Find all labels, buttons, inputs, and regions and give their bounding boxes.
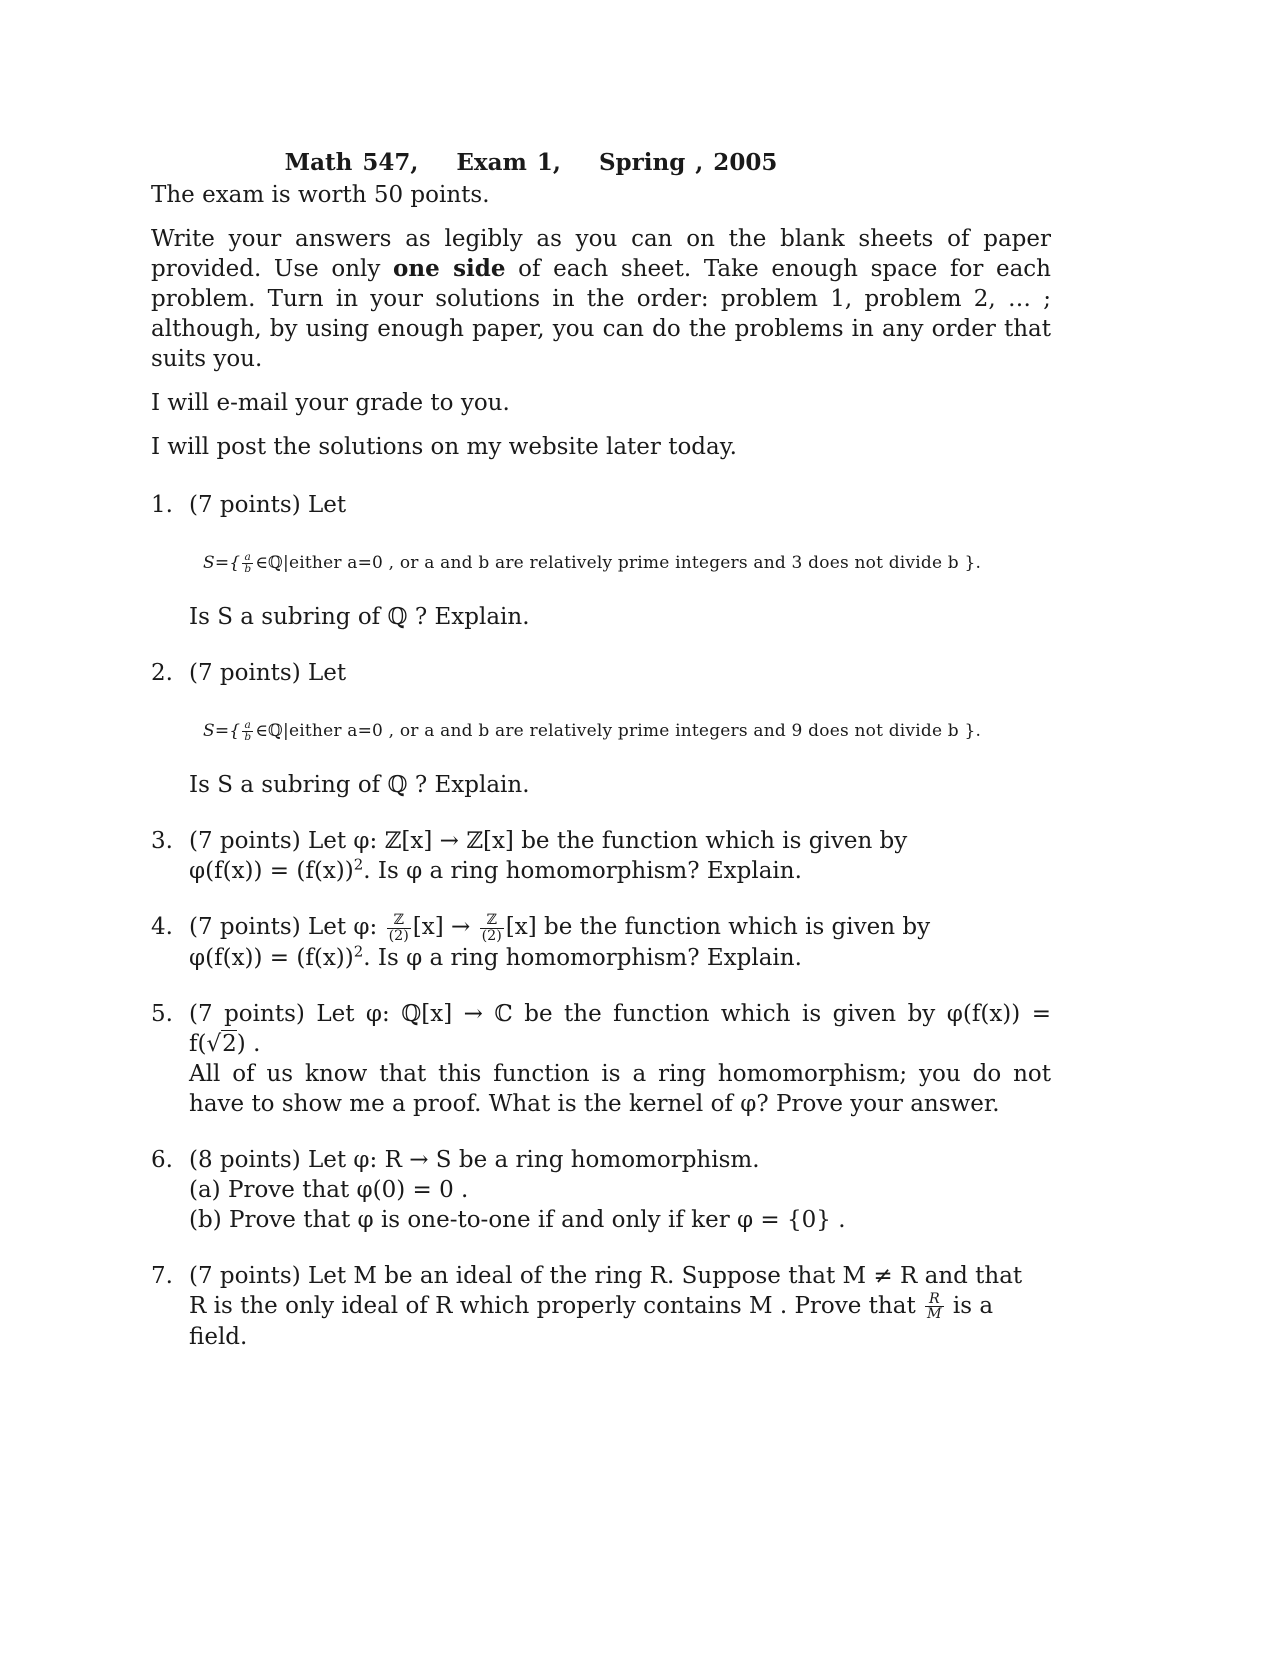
problem-line-1 xyxy=(189,912,1051,943)
set-condition: ∈ℚ|either a=0 , or a and b are relatively prime integers and 3 does not divide b }. xyxy=(255,553,982,573)
fraction-denominator: (2) xyxy=(481,927,502,944)
set-definition xyxy=(203,716,1051,746)
problem-number: 4. xyxy=(151,914,173,940)
problem-lead: (7 points) Let xyxy=(189,492,347,518)
fraction-z-mod-2 xyxy=(387,913,411,943)
fraction-denominator: M xyxy=(927,1306,942,1323)
problem-text: [x] be the function which is given by xyxy=(505,914,931,940)
problem-1 xyxy=(151,490,1051,632)
fraction-a-over-b xyxy=(242,552,253,574)
problem-line-2 xyxy=(189,1291,1051,1352)
problem-6 xyxy=(151,1145,1051,1235)
set-open: S={ xyxy=(203,721,241,741)
problem-number: 3. xyxy=(151,828,173,854)
set-condition: ∈ℚ|either a=0 , or a and b are relatively prime integers and 9 does not divide b }. xyxy=(255,721,982,741)
problem-text: R is the only ideal of R which properly contains M . Prove that xyxy=(189,1292,924,1319)
fraction-numerator: ℤ xyxy=(480,913,504,928)
exponent: 2 xyxy=(353,855,364,874)
problem-part-b: (b) Prove that φ is one-to-one if and only if ker φ = {0} . xyxy=(189,1206,846,1233)
problem-question: Is S a subring of ℚ ? Explain. xyxy=(189,772,530,798)
exam-page xyxy=(151,148,1051,1378)
problem-line-2 xyxy=(189,856,1051,886)
problem-question: . Is φ a ring homomorphism? Explain. xyxy=(363,944,802,971)
problem-4 xyxy=(151,912,1051,973)
set-open: S={ xyxy=(203,553,241,573)
problem-question: Is S a subring of ℚ ? Explain. xyxy=(189,604,530,630)
problem-text: (7 points) Let φ: xyxy=(189,914,385,940)
problem-line-1: (7 points) Let φ: ℤ[x] → ℤ[x] be the function which is given by xyxy=(189,828,908,854)
course-label: Math 547, xyxy=(284,149,419,176)
problem-lead: (7 points) Let xyxy=(189,660,347,686)
problem-line-1: (7 points) Let M be an ideal of the ring R. Suppose that M ≠ R and that xyxy=(189,1262,1023,1289)
term-label: Spring , 2005 xyxy=(598,149,778,176)
problem-line-1 xyxy=(189,999,1051,1059)
fraction-numerator: ℤ xyxy=(387,913,411,928)
set-definition xyxy=(203,548,1051,578)
problem-number: 1. xyxy=(151,492,173,518)
points-note: The exam is worth 50 points. xyxy=(151,182,490,208)
problem-text: ) . xyxy=(236,1030,261,1057)
fraction-numerator: R xyxy=(925,1292,944,1307)
fraction-denominator: b xyxy=(244,731,252,743)
fraction-numerator: a xyxy=(242,552,253,564)
map-definition: φ(f(x)) = (f(x)) xyxy=(189,858,354,884)
problem-list xyxy=(151,490,1051,1352)
problem-number: 5. xyxy=(151,1000,173,1027)
fraction-numerator: a xyxy=(242,720,253,732)
map-definition: φ(f(x)) = (f(x)) xyxy=(189,944,354,971)
fraction-denominator: b xyxy=(244,563,252,575)
problem-body: All of us know that this function is a ring homomorphism; you do not have to show me a proof. What is the kernel of φ? Prove your answer. xyxy=(189,1060,1051,1117)
problem-3 xyxy=(151,826,1051,886)
exam-label: Exam 1, xyxy=(456,149,561,176)
instructions-text-1: Write your answers as legibly as you can on the blank sheets of paper provided. Use only xyxy=(151,226,1051,282)
problem-number: 7. xyxy=(151,1262,173,1289)
sqrt-radicand: 2 xyxy=(222,1030,237,1057)
email-note: I will e-mail your grade to you. xyxy=(151,390,510,416)
problem-number: 6. xyxy=(151,1146,173,1173)
problem-part-a: (a) Prove that φ(0) = 0 . xyxy=(189,1176,469,1203)
problem-number: 2. xyxy=(151,660,173,686)
exam-title xyxy=(151,148,911,178)
problem-5 xyxy=(151,999,1051,1119)
problem-2 xyxy=(151,658,1051,800)
fraction-a-over-b xyxy=(242,720,253,742)
solutions-note: I will post the solutions on my website later today. xyxy=(151,434,737,460)
problem-line-1: (8 points) Let φ: R → S be a ring homomorphism. xyxy=(189,1146,760,1173)
instructions-text-2: of each sheet. Take enough space for each problem. Turn in your solutions in the order: problem 1, problem 2, … ; although, by using enough paper, you can do the problems in any order that suits you. xyxy=(151,256,1051,372)
exponent: 2 xyxy=(353,942,364,961)
problem-text: [x] → xyxy=(412,914,478,940)
fraction-r-over-m xyxy=(925,1292,944,1322)
problem-line-2 xyxy=(189,943,1051,973)
problem-7 xyxy=(151,1261,1051,1352)
fraction-denominator: (2) xyxy=(388,927,409,944)
problem-text: is a field. xyxy=(189,1292,994,1350)
fraction-z-mod-2 xyxy=(480,913,504,943)
instructions-emphasis: one side xyxy=(393,255,506,282)
problem-question: . Is φ a ring homomorphism? Explain. xyxy=(363,858,802,884)
problem-text: (7 points) Let φ: ℚ[x] → ℂ be the function which is given by φ(f(x)) = f(√ xyxy=(189,1000,1051,1057)
instructions-paragraph xyxy=(151,224,1051,374)
